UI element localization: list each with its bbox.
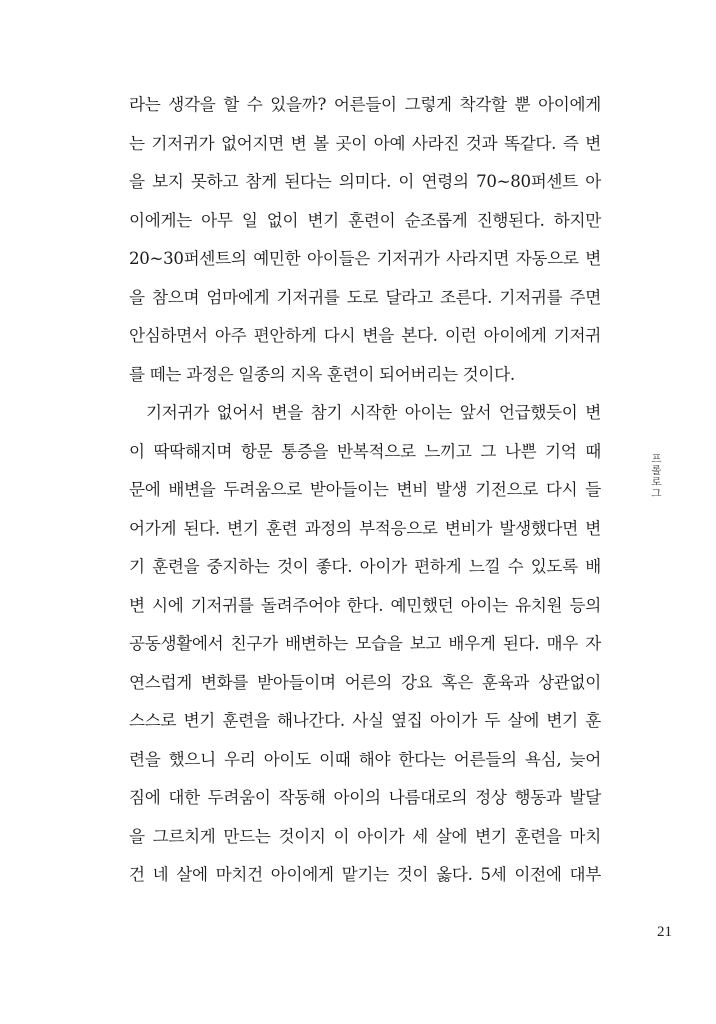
text-line: 연스럽게 변화를 받아들이며 어른의 강요 혹은 훈육과 상관없이 [129, 672, 601, 692]
text-line: 을 그르치게 만드는 것이지 이 아이가 세 살에 변기 훈련을 마치 [129, 826, 601, 846]
text-line: 변 시에 기저귀를 돌려주어야 한다. 예민했던 아이는 유치원 등의 [129, 595, 601, 615]
body-text [129, 86, 601, 895]
text-line: 문에 배변을 두려움으로 받아들이는 변비 발생 기전으로 다시 들 [129, 480, 601, 499]
page-number: 21 [657, 924, 672, 940]
text-line: 련을 했으니 우리 아이도 이때 해야 한다는 어른들의 욕심, 늦어 [129, 749, 601, 769]
text-line: 어가게 된다. 변기 훈련 과정의 부적응으로 변비가 발생했다면 변 [129, 518, 601, 538]
text-line: 이 딱딱해지며 항문 통증을 반복적으로 느끼고 그 나쁜 기억 때 [129, 441, 601, 461]
text-line: 를 떼는 과정은 일종의 지옥 훈련이 되어버리는 것이다. [129, 364, 515, 384]
text-line: 공동생활에서 친구가 배변하는 모습을 보고 배우게 된다. 매우 자 [129, 634, 601, 653]
text-line: 기 훈련을 중지하는 것이 좋다. 아이가 편하게 느낄 수 있도록 배 [129, 557, 601, 576]
text-line: 안심하면서 아주 편안하게 다시 변을 본다. 이런 아이에게 기저귀 [129, 326, 601, 345]
text-line: 스스로 변기 훈련을 해나간다. 사실 옆집 아이가 두 살에 변기 훈 [129, 711, 601, 730]
text-line: 이에게는 아무 일 없이 변기 훈련이 순조롭게 진행된다. 하지만 [129, 210, 601, 230]
text-line: 20~30퍼센트의 예민한 아이들은 기저귀가 사라지면 자동으로 변 [129, 249, 601, 268]
text-line: 건 네 살에 마치건 아이에게 맡기는 것이 옳다. 5세 이전에 대부 [129, 865, 601, 884]
running-head: 프롤로그 [650, 453, 662, 499]
text-line: 을 참으며 엄마에게 기저귀를 도로 달라고 조른다. 기저귀를 주면 [129, 287, 601, 307]
text-line-paragraph-start: 기저귀가 없어서 변을 참기 시작한 아이는 앞서 언급했듯이 변 [146, 403, 601, 422]
text-line: 을 보지 못하고 참게 된다는 의미다. 이 연령의 70~80퍼센트 아 [129, 172, 601, 191]
text-line: 짐에 대한 두려움이 작동해 아이의 나름대로의 정상 행동과 발달 [129, 788, 601, 807]
text-line: 는 기저귀가 없어지면 변 볼 곳이 아예 사라진 것과 똑같다. 즉 변 [129, 133, 601, 153]
text-line: 라는 생각을 할 수 있을까? 어른들이 그렇게 착각할 뿐 아이에게 [129, 95, 601, 114]
